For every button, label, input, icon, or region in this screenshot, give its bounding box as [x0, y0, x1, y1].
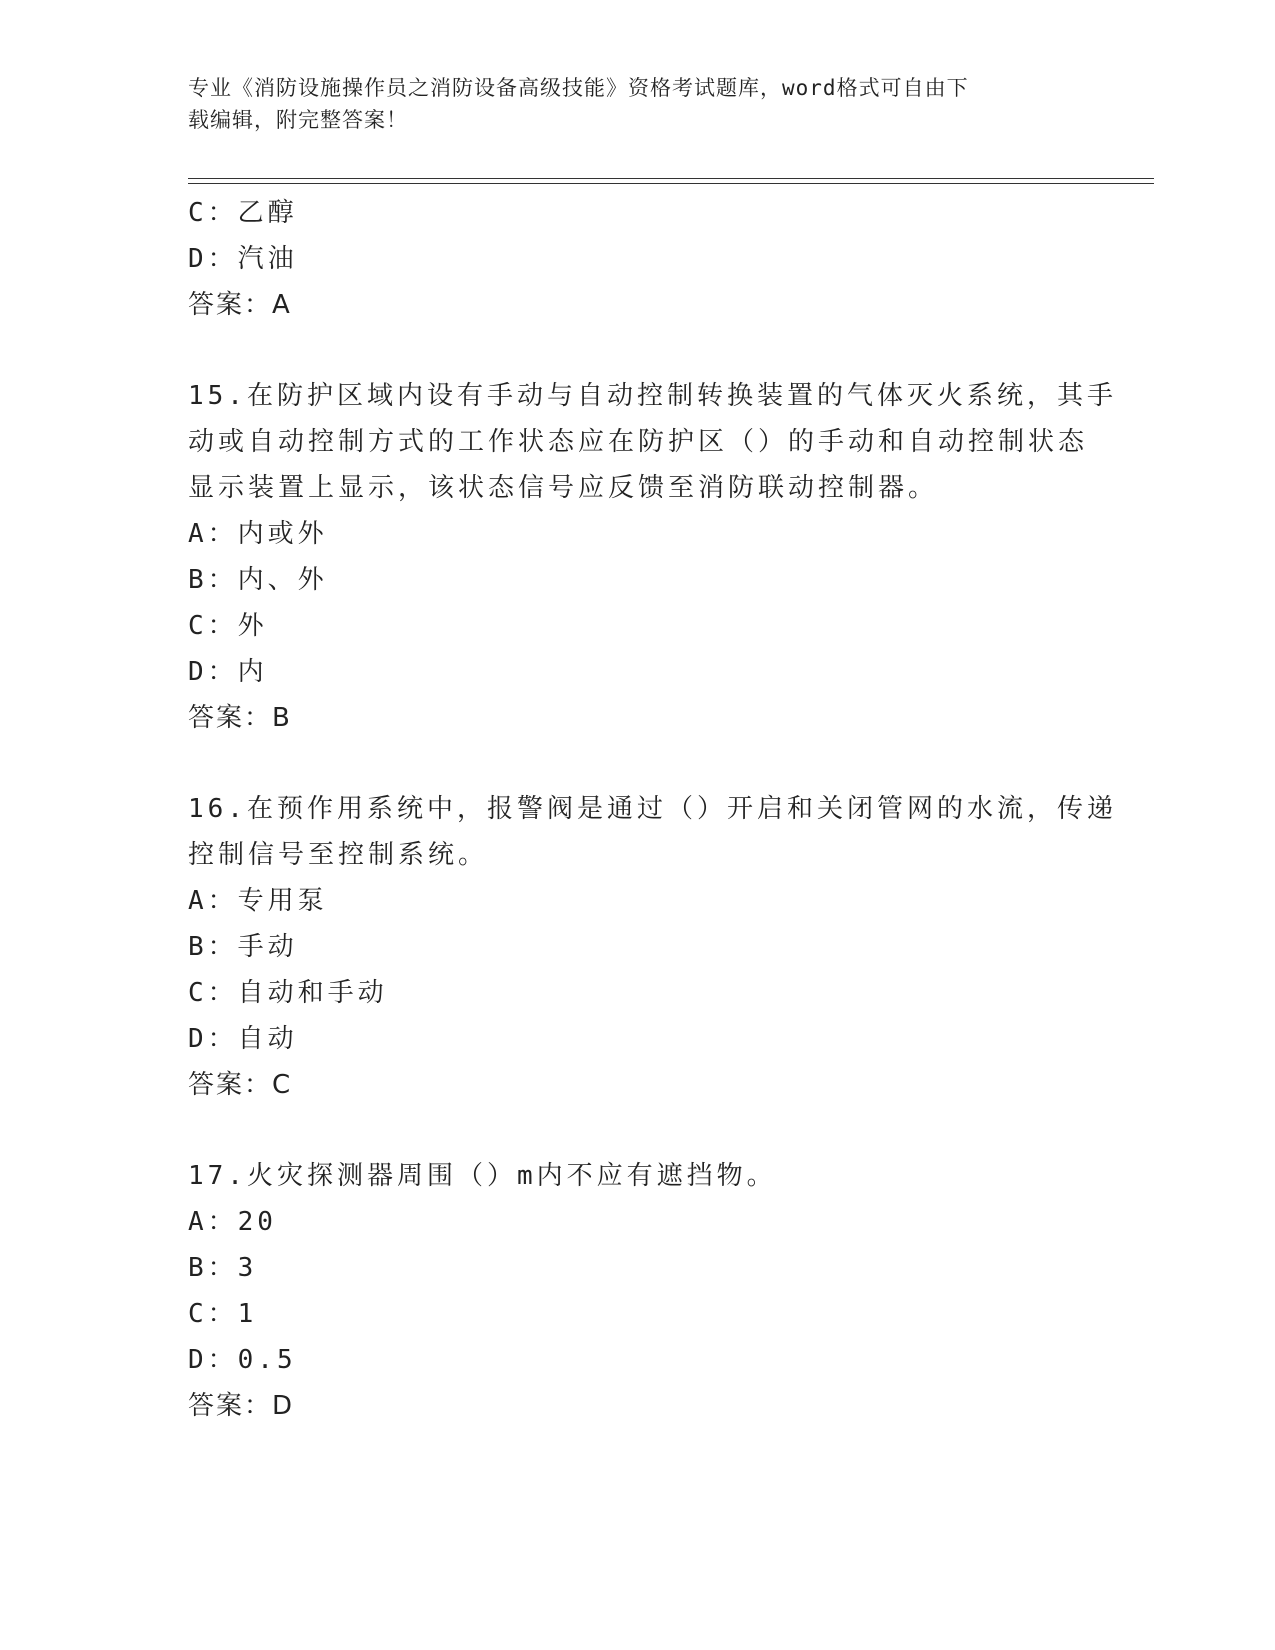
question-text-line: 显示装置上显示，该状态信号应反馈至消防联动控制器。	[188, 473, 939, 503]
question-16	[188, 786, 1117, 1108]
document-header	[188, 72, 1068, 136]
header-rule-bottom	[188, 183, 1154, 184]
question-text-line: 17.火灾探测器周围（）m内不应有遮挡物。	[188, 1161, 777, 1191]
option-c: C：自动和手动	[188, 978, 388, 1008]
option-b: B：手动	[188, 932, 298, 962]
answer: 答案：C	[188, 1070, 293, 1100]
question-text-line: 控制信号至控制系统。	[188, 840, 489, 870]
question-list	[188, 190, 1117, 1429]
question-15	[188, 373, 1117, 741]
answer: 答案：A	[188, 290, 292, 320]
option-b: B：3	[188, 1253, 258, 1283]
option-a: A：内或外	[188, 519, 328, 549]
option-b: B：内、外	[188, 565, 328, 595]
question-text-line: 15.在防护区域内设有手动与自动控制转换装置的气体灭火系统，其手	[188, 381, 1117, 411]
question-17	[188, 1153, 1088, 1429]
header-line-1: 专业《消防设施操作员之消防设备高级技能》资格考试题库，word格式可自由下	[188, 76, 969, 100]
option-d: D：内	[188, 657, 268, 687]
option-c: C：1	[188, 1299, 258, 1329]
question-text-line: 动或自动控制方式的工作状态应在防护区（）的手动和自动控制状态	[188, 427, 1089, 457]
answer: 答案：B	[188, 703, 292, 733]
question-text-line: 16.在预作用系统中，报警阀是通过（）开启和关闭管网的水流，传递	[188, 794, 1117, 824]
option-d: D：汽油	[188, 244, 298, 274]
header-rule-top	[188, 178, 1154, 179]
option-a: A：专用泵	[188, 886, 328, 916]
option-d: D：自动	[188, 1024, 298, 1054]
option-a: A：20	[188, 1207, 277, 1237]
option-d: D：0.5	[188, 1345, 297, 1375]
option-c: C：乙醇	[188, 198, 298, 228]
answer: 答案：D	[188, 1391, 295, 1421]
option-c: C：外	[188, 611, 268, 641]
header-line-2: 载编辑，附完整答案！	[188, 108, 408, 132]
previous-question-tail	[188, 190, 1088, 328]
